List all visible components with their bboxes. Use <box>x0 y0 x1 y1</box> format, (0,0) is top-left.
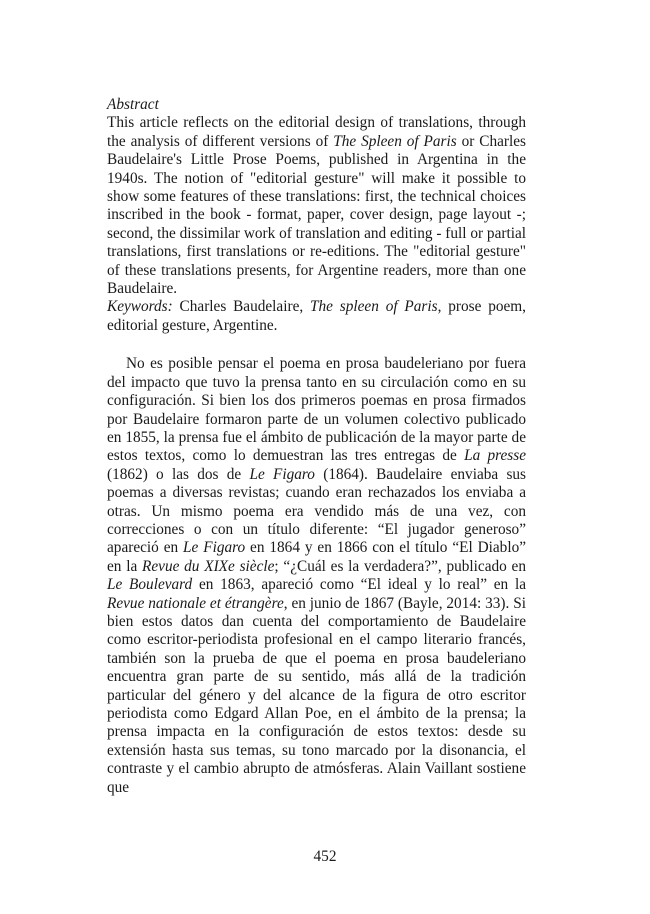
abstract-book-title: The Spleen of Paris <box>333 132 457 150</box>
italic-title: Le Figaro <box>183 539 246 557</box>
body-text: No es posible pensar el poema en prosa baudeleriano por fuera del impacto que tuvo la prensa tanto en su circulación como en su configuración. Si bien los dos primeros poemas en prosa firmados por Baudelaire formaron parte de un volumen colectivo publicado en 1855, la prensa fue el ámbito de publicación de la mayor parte de estos textos, como lo demuestran las tres entregas de <box>107 355 526 465</box>
keywords-book-title: The spleen of Paris <box>310 298 438 316</box>
body-text: (1862) o las dos de <box>107 465 250 483</box>
keywords-text: Charles Baudelaire, <box>172 298 311 316</box>
body-paragraph <box>107 355 526 797</box>
italic-title: Le Boulevard <box>107 576 193 594</box>
body-text: en 1863, apareció como “El ideal y lo real” en la <box>192 576 526 594</box>
italic-title: Revue du XIXe siècle <box>142 557 275 575</box>
italic-title: La presse <box>464 447 527 465</box>
body-text: (1864). Baudelaire enviaba sus poemas a diversas revistas; cuando eran rechazados los enviaba a otras. Un mismo poema era vendido más de una vez, con correcciones o con un título diferente: “El jugador generoso” apareció en <box>107 465 527 557</box>
italic-title: Le Figaro <box>249 465 315 483</box>
page-number: 452 <box>313 848 337 865</box>
abstract-text-part: or Charles Baudelaire's Little Prose Poems, published in Argentina in the 1940s. The notion of "editorial gesture" will make it possible to show some features of these translations: first, the technical choices inscribed in the book - format, paper, cover design, page layout -; second, the dissimilar work of translation and editing - full or partial translations, first translations or re-editions. The "editorial gesture" of these translations presents, for Argentine readers, more than one Baudelaire. <box>107 132 526 298</box>
abstract-text <box>107 114 526 298</box>
body-text: en 1864 y en 1866 con el título “El Diablo” en la <box>107 539 527 575</box>
page-content <box>107 96 526 797</box>
abstract-heading: Abstract <box>107 96 159 113</box>
keywords <box>107 298 526 335</box>
keywords-label: Keywords: <box>107 298 173 316</box>
abstract-text-part: This article reflects on the editorial design of translations, through the analysis of different versions of <box>107 114 526 150</box>
body-text: ; “¿Cuál es la verdadera?”, publicado en <box>274 557 526 575</box>
body-text: , en junio de 1867 (Bayle, 2014: 33). Si bien estos datos dan cuenta del comportamiento de Baudelaire como escritor-periodista profesional en el campo literario francés, también son la prueba de que el poema en prosa baudeleriano encuentra gran parte de su sentido, más allá de la tradición particular del género y del alcance de la figura de otro escritor periodista como Edgard Allan Poe, en el ámbito de la prensa; la prensa impacta en la configuración de estos textos: desde su extensión hasta sus temas, su tono marcado por la disonancia, el contraste y el cambio abrupto de atmósferas. Alain Vaillant sostiene que <box>107 594 526 796</box>
keywords-text: , prose poem, editorial gesture, Argentine. <box>107 298 527 334</box>
italic-title: Revue nationale et étrangère <box>107 594 284 612</box>
